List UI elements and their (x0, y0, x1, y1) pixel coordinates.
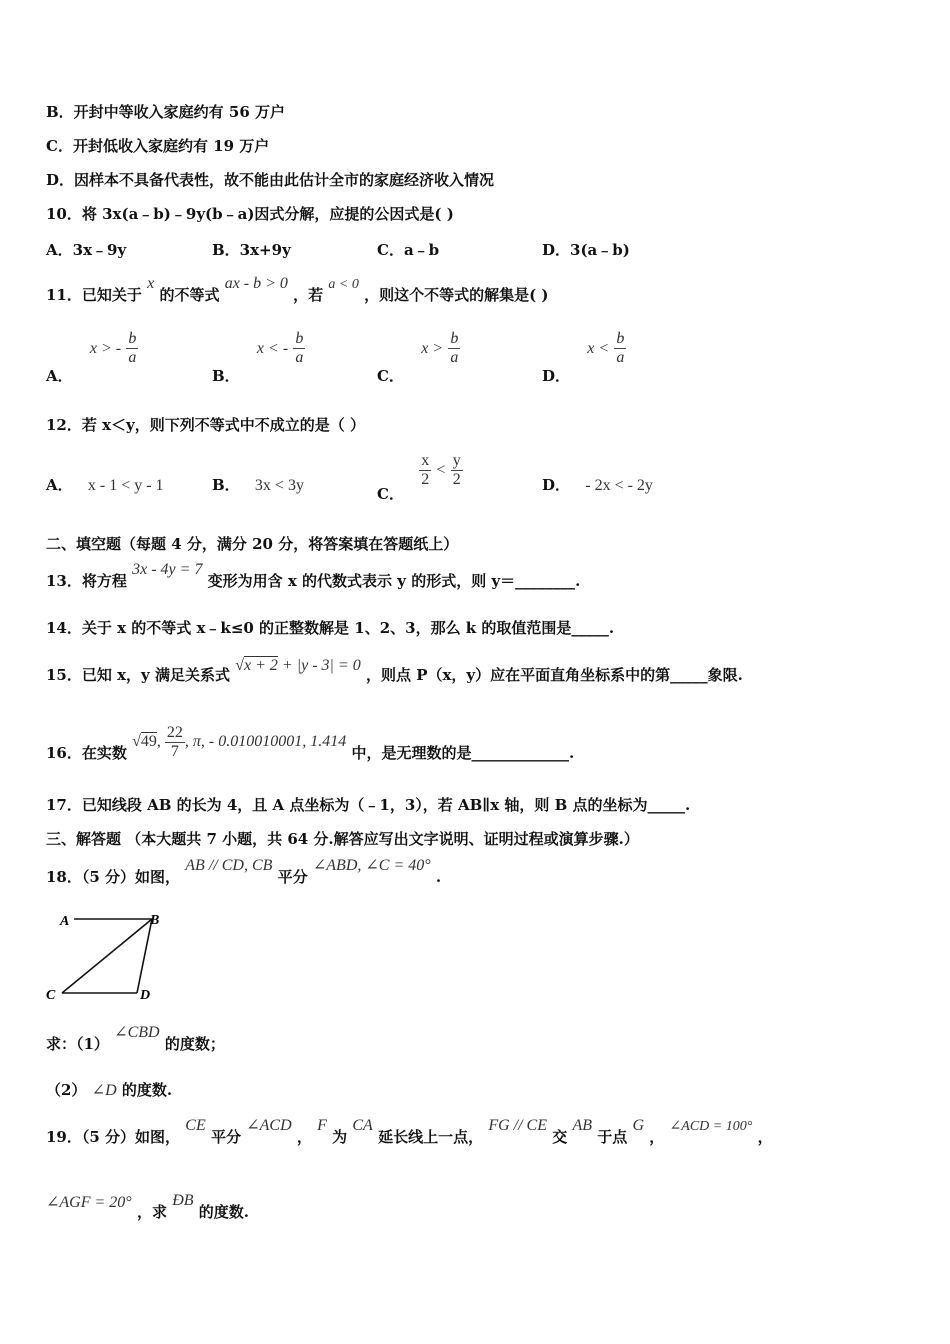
q18-ask2-prefix: （2） (46, 1081, 87, 1099)
q11-c-den: a (450, 349, 459, 366)
q12-c-den1: 2 (421, 471, 430, 488)
q11-prefix: 11．已知关于 (46, 286, 142, 304)
radical-icon: √ (235, 657, 244, 674)
q19-m4: CA (352, 1117, 373, 1134)
q15 (46, 657, 743, 686)
q19-t3: 为 (332, 1128, 348, 1146)
q18-figure (40, 905, 180, 1010)
q11-mid: 的不等式 (159, 286, 220, 304)
q11-a-lhs: x > - (89, 339, 122, 357)
q11-condition: a < 0 (328, 277, 359, 292)
q11-stem (46, 275, 549, 307)
q18-ask1-math: ∠CBD (114, 1024, 160, 1041)
q12-option-c (377, 452, 463, 503)
q12-c-op: < (436, 461, 446, 479)
q16-prefix: 16．在实数 (46, 744, 127, 763)
point-b-label: B (150, 913, 160, 928)
q10-option-b: B．3x+9y (212, 241, 291, 259)
q11-d-label: D． (542, 366, 571, 385)
point-a-label: A (60, 914, 70, 929)
q12-a-expr: x - 1 < y - 1 (87, 477, 164, 494)
q16-suffix: 中，是无理数的是_____________. (351, 744, 575, 763)
q19-t5: 交 (552, 1128, 568, 1146)
q19-t7: ， (649, 1128, 665, 1146)
q10-option-a: A．3x﹣9y (46, 241, 127, 259)
q19-line1 (46, 1117, 773, 1149)
q18-ask2-math: ∠D (91, 1082, 117, 1099)
radical-icon: √ (132, 733, 141, 751)
q19-t10: 的度数. (198, 1203, 249, 1221)
q19-m6: AB (572, 1117, 593, 1134)
section-3-heading: 三、解答题 （本大题共 7 小题，共 64 分.解答应写出文字说明、证明过程或演算步骤.） (46, 830, 639, 848)
q19-m8: ∠ACD = 100° (669, 1119, 753, 1134)
q11-a-label: A． (46, 366, 73, 385)
q18-ask1-prefix: 求：（1） (46, 1035, 109, 1053)
q14: 14．关于 x 的不等式 x﹣k≤0 的正整数解是 1、2、3，那么 k 的取值范围是_____. (46, 619, 615, 637)
q11-option-c (377, 330, 460, 385)
q11-a-num: b (128, 330, 137, 347)
q12-a-label: A． (46, 476, 73, 494)
q18-ask2 (46, 1080, 172, 1101)
q11-c-lhs: x > (421, 339, 444, 357)
q15-suffix: ，则点 P（x，y）应在平面直角坐标系中的第_____象限. (365, 666, 743, 684)
q19-t4: 延长线上一点， (378, 1128, 484, 1146)
q18-suffix: . (435, 868, 442, 886)
q11-c-num: b (450, 330, 459, 347)
q19-t2: ， (296, 1128, 312, 1146)
q12-c-num2: y (452, 452, 461, 469)
q12-d-expr: - 2x < - 2y (585, 477, 653, 494)
q19-t6: 于点 (597, 1128, 628, 1146)
q13 (46, 561, 581, 592)
point-d-label: D (140, 988, 151, 1003)
q11-d-lhs: x < (587, 339, 610, 357)
q18-ask1-suffix: 的度数； (164, 1035, 225, 1053)
q19-prefix: 19．（5 分）如图， (46, 1128, 181, 1146)
q18 (46, 857, 442, 888)
q10-stem: 10．将 3x(a﹣b)﹣9y(b﹣a)因式分解，应提的公因式是( ) (46, 205, 454, 223)
q18-math1: AB // CD, CB (185, 857, 273, 874)
point-c-label: C (46, 988, 56, 1003)
q13-prefix: 13．将方程 (46, 572, 127, 590)
q12-option-b (212, 474, 304, 495)
q19-m9: ∠AGF = 20° (46, 1194, 132, 1211)
q12-b-expr: 3x < 3y (254, 477, 304, 494)
q15-expression (235, 657, 361, 674)
q19-line2 (46, 1192, 249, 1223)
q11-b-num: b (295, 330, 304, 347)
q9-option-c: C．开封低收入家庭约有 19 万户 (46, 137, 270, 155)
q16-frac-num: 22 (166, 724, 183, 741)
q19-m2: ∠ACD (246, 1117, 292, 1134)
q9-option-b: B．开封中等收入家庭约有 56 万户 (46, 103, 285, 121)
q15-sqrt-content: x + 2 (244, 657, 278, 674)
q18-math2: ∠ABD, ∠C = 40° (312, 857, 431, 874)
q17: 17．已知线段 AB 的长为 4，且 A 点坐标为（﹣1，3），若 AB∥x 轴，则 B 点的坐标为_____. (46, 796, 691, 814)
q19-t8: ， (757, 1128, 773, 1146)
q19-t1: 平分 (210, 1128, 241, 1146)
q12-c-den2: 2 (452, 471, 461, 488)
q11-inequality: ax - b > 0 (224, 275, 288, 292)
q11-a-den: a (128, 349, 137, 366)
q11-d-den: a (616, 349, 625, 366)
q12-option-a (46, 474, 164, 495)
section-2-heading: 二、填空题（每题 4 分，满分 20 分，将答案填在答题纸上） (46, 535, 459, 553)
q11-d-num: b (616, 330, 625, 347)
q18-mid: 平分 (277, 868, 308, 886)
q11-b-lhs: x < - (256, 339, 289, 357)
q19-m10: ÐB (172, 1192, 194, 1209)
q16-numbers: √49, $\frac{22}{7}$ , π, - 0.010010001, 1.414 (132, 724, 347, 760)
q11-b-den: a (295, 349, 304, 366)
q11-b-label: B． (212, 366, 240, 385)
q11-suffix: ，则这个不等式的解集是( ) (364, 286, 549, 304)
q11-var-x: x (147, 275, 155, 292)
q11-option-a (46, 330, 138, 385)
q10-option-c: C．a﹣b (377, 241, 440, 259)
q19-m7: G (632, 1117, 645, 1134)
q11-mid2: ，若 (293, 286, 324, 304)
q12-stem: 12．若 x＜y，则下列不等式中不成立的是（ ） (46, 416, 365, 434)
q11-option-d (542, 330, 626, 385)
q10-option-d: D．3(a﹣b) (542, 241, 630, 259)
q16 (46, 724, 575, 773)
q16-rest: , π, - 0.010010001, 1.414 (184, 733, 347, 751)
q18-prefix: 18．（5 分）如图， (46, 868, 181, 886)
q13-suffix: 变形为用含 x 的代数式表示 y 的形式，则 y＝________. (207, 572, 581, 590)
q18-ask1 (46, 1024, 225, 1055)
q9-option-d: D．因样本不具备代表性，故不能由此估计全市的家庭经济收入情况 (46, 171, 495, 189)
q16-frac-den: 7 (170, 743, 179, 760)
q12-c-label: C． (377, 484, 404, 503)
q15-abs-part: + |y - 3| = 0 (281, 657, 361, 674)
q19-m5: FG // CE (488, 1117, 547, 1134)
q12-c-num1: x (421, 452, 430, 469)
q12-option-d (542, 474, 653, 495)
q11-c-label: C． (377, 366, 404, 385)
q11-option-b (212, 330, 305, 385)
q13-equation: 3x - 4y = 7 (132, 561, 203, 578)
q15-prefix: 15．已知 x，y 满足关系式 (46, 666, 230, 684)
q12-d-label: D． (542, 476, 571, 494)
q16-sqrt-content: 49 (140, 733, 157, 751)
q19-t9: ，求 (136, 1203, 167, 1221)
q19-m3: F (317, 1117, 327, 1134)
q12-b-label: B． (212, 476, 240, 494)
q19-m1: CE (185, 1117, 206, 1134)
q18-ask2-suffix: 的度数. (121, 1081, 173, 1099)
